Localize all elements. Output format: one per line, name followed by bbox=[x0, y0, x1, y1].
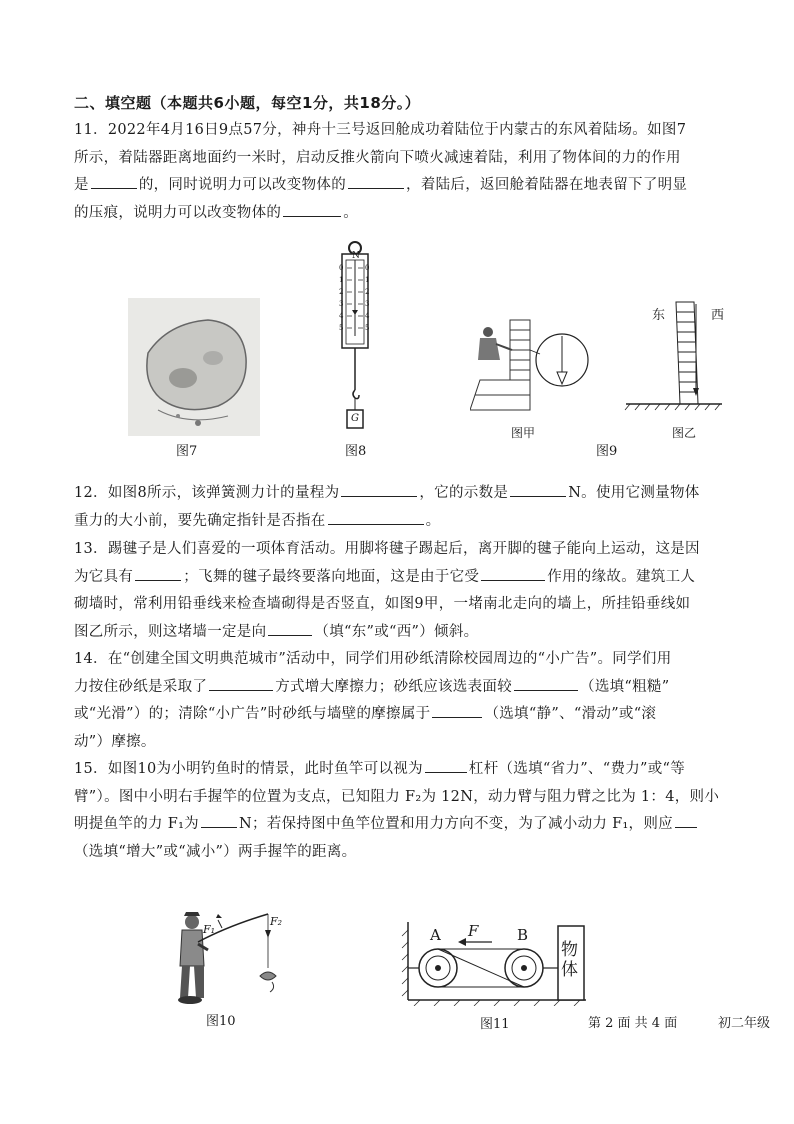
q12-text-e: 。 bbox=[425, 512, 441, 529]
label-object: 物体 bbox=[561, 940, 578, 980]
q11-line4 bbox=[74, 200, 754, 228]
q12-text-a: 12．如图8所示，该弹簧测力计的量程为 bbox=[74, 485, 340, 501]
q13-text-d: 图乙所示，则这堵墙一定是向 bbox=[74, 623, 267, 640]
q13-text-e: （填“东”或“西”）倾斜。 bbox=[314, 623, 479, 640]
scale-left-2: 2 bbox=[339, 288, 344, 296]
q13-blank-3[interactable] bbox=[268, 621, 312, 636]
label-west: 西 bbox=[711, 308, 725, 323]
q14-blank-1[interactable] bbox=[209, 676, 273, 691]
q15-line3 bbox=[74, 811, 754, 839]
question-12 bbox=[74, 480, 754, 535]
q13-blank-1[interactable] bbox=[135, 566, 181, 581]
q13-text-b: ；飞舞的毽子最终要落向地面，这是由于它受 bbox=[183, 568, 480, 585]
q12-blank-2[interactable] bbox=[510, 482, 566, 497]
figure-9b-caption: 图乙 bbox=[672, 426, 697, 440]
q14-text-c: （选填“粗糙” bbox=[580, 678, 670, 695]
label-f2: F₂ bbox=[270, 915, 283, 928]
scale-left-numbers bbox=[339, 262, 347, 334]
q11-text-d: 的压痕，说明力可以改变物体的 bbox=[74, 204, 282, 221]
q15-text-a: 15．如图10为小明钓鱼时的情景，此时鱼竿可以视为 bbox=[74, 761, 423, 777]
q13-line1: 13．踢毽子是人们喜爱的一项体育活动。用脚将毽子踢起后，离开脚的毽子能向上运动，这是因 bbox=[74, 541, 700, 557]
q15-blank-3[interactable] bbox=[675, 813, 697, 828]
label-force-f: F bbox=[468, 922, 479, 940]
figure-11-caption: 图11 bbox=[480, 1017, 510, 1032]
figure-9b-wall bbox=[624, 298, 724, 416]
q14-line2 bbox=[74, 674, 754, 702]
scale-right-2: 2 bbox=[365, 288, 370, 296]
q14-blank-3[interactable] bbox=[432, 703, 482, 718]
q12-blank-3[interactable] bbox=[328, 510, 424, 525]
label-f1: F₁ bbox=[203, 923, 216, 936]
q11-line3 bbox=[74, 172, 754, 200]
scale-left-4: 4 bbox=[339, 312, 344, 320]
q11-text-e: 。 bbox=[343, 204, 359, 221]
q12-text-b: ，它的示数是 bbox=[419, 485, 509, 501]
spring-unit-label: N bbox=[352, 251, 360, 261]
figure-9a-caption: 图甲 bbox=[511, 426, 536, 440]
q11-blank-3[interactable] bbox=[283, 202, 341, 217]
figure-7-image bbox=[128, 298, 260, 436]
q14-text-a: 力按住砂纸是采取了 bbox=[74, 678, 208, 695]
q15-line2: 臂”）。图中小明右手握竿的位置为支点，已知阻力 F₂为 12N，动力臂与阻力臂之比为 1：4，则小 bbox=[74, 788, 720, 805]
q13-line2 bbox=[74, 564, 754, 592]
figure-9a-worker bbox=[470, 310, 600, 420]
scale-right-1: 1 bbox=[365, 276, 370, 284]
q13-line3: 砌墙时，常利用铅垂线来检查墙砌得是否竖直，如图9甲，一堵南北走向的墙上，所挂铅垂线如 bbox=[74, 596, 691, 612]
q11-text-c: ，着陆后，返回舱着陆器在地表留下了明显 bbox=[406, 177, 688, 193]
figure-10-caption: 图10 bbox=[206, 1014, 236, 1029]
q14-text-e: （选填“静”、“滑动”或“滚 bbox=[484, 706, 657, 722]
scale-left-1: 1 bbox=[339, 276, 344, 284]
q11-line2: 所示，着陆器距离地面约一米时，启动反推火箭向下喷火减速着陆，利用了物体间的力的作用 bbox=[74, 149, 681, 166]
figure-9-caption: 图9 bbox=[596, 444, 618, 459]
question-13 bbox=[74, 536, 754, 646]
q14-text-d: 或“光滑”）的；清除“小广告”时砂纸与墙壁的摩擦属于 bbox=[74, 706, 431, 722]
q15-line1 bbox=[74, 756, 754, 784]
q14-line4: 动”）摩擦。 bbox=[74, 733, 156, 750]
weight-label: G bbox=[351, 413, 359, 424]
q14-blank-2[interactable] bbox=[514, 676, 578, 691]
q14-line1: 14．在“创建全国文明典范城市”活动中，同学们用砂纸清除校园周边的“小广告”。同学们用 bbox=[74, 651, 672, 667]
q14-text-b: 方式增大摩擦力；砂纸应该选表面较 bbox=[275, 678, 513, 695]
label-pulley-b: B bbox=[517, 926, 529, 944]
q13-line4 bbox=[74, 619, 754, 647]
q13-blank-2[interactable] bbox=[481, 566, 545, 581]
q15-line4: （选填“增大”或“减小”）两手握竿的距离。 bbox=[74, 843, 357, 860]
q11-blank-1[interactable] bbox=[91, 174, 137, 189]
label-east: 东 bbox=[652, 308, 666, 323]
q14-line3 bbox=[74, 701, 754, 729]
q12-text-c: N。使用它测量物体 bbox=[568, 485, 700, 501]
q15-text-d: N；若保持图中鱼竿位置和用力方向不变，为了减小动力 F₁，则应 bbox=[238, 816, 673, 832]
scale-right-numbers bbox=[365, 262, 373, 334]
scale-right-5: 5 bbox=[365, 324, 370, 332]
q12-line2 bbox=[74, 508, 754, 536]
q13-text-c: 作用的缘故。建筑工人 bbox=[547, 568, 696, 585]
question-14 bbox=[74, 646, 754, 756]
question-15 bbox=[74, 756, 754, 866]
grade-label: 初二年级 bbox=[718, 1016, 771, 1031]
q13-text-a: 为它具有 bbox=[74, 568, 134, 585]
scale-left-5: 5 bbox=[339, 324, 344, 332]
q15-blank-1[interactable] bbox=[425, 758, 467, 773]
label-pulley-a: A bbox=[430, 926, 441, 944]
q11-blank-2[interactable] bbox=[348, 174, 404, 189]
figure-7-caption: 图7 bbox=[176, 444, 198, 459]
q11-text-a: 是 bbox=[74, 177, 89, 193]
scale-left-0: 0 bbox=[339, 264, 344, 272]
q12-text-d: 重力的大小前，要先确定指针是否指在 bbox=[74, 512, 326, 529]
q11-text-b: 的，同时说明力可以改变物体的 bbox=[138, 177, 347, 193]
q15-blank-2[interactable] bbox=[201, 813, 237, 828]
q12-line1 bbox=[74, 480, 754, 508]
q15-text-c: 明提鱼竿的力 F₁为 bbox=[74, 816, 199, 832]
scale-right-4: 4 bbox=[365, 312, 370, 320]
q15-text-b: 杠杆（选填“省力”、“费力”或“等 bbox=[468, 761, 686, 777]
figure-8-caption: 图8 bbox=[345, 444, 367, 459]
scale-right-0: 0 bbox=[365, 264, 370, 272]
scale-right-3: 3 bbox=[365, 300, 370, 308]
section-title: 二、填空题（本题共6小题，每空1分，共18分。） bbox=[74, 94, 421, 112]
page-number: 第 2 面 共 4 面 bbox=[588, 1016, 678, 1031]
q11-line1: 11．2022年4月16日9点57分，神舟十三号返回舱成功着陆位于内蒙古的东风着陆场。如图7 bbox=[74, 122, 687, 138]
question-11 bbox=[74, 117, 754, 227]
q12-blank-1[interactable] bbox=[341, 482, 417, 497]
scale-left-3: 3 bbox=[339, 300, 344, 308]
